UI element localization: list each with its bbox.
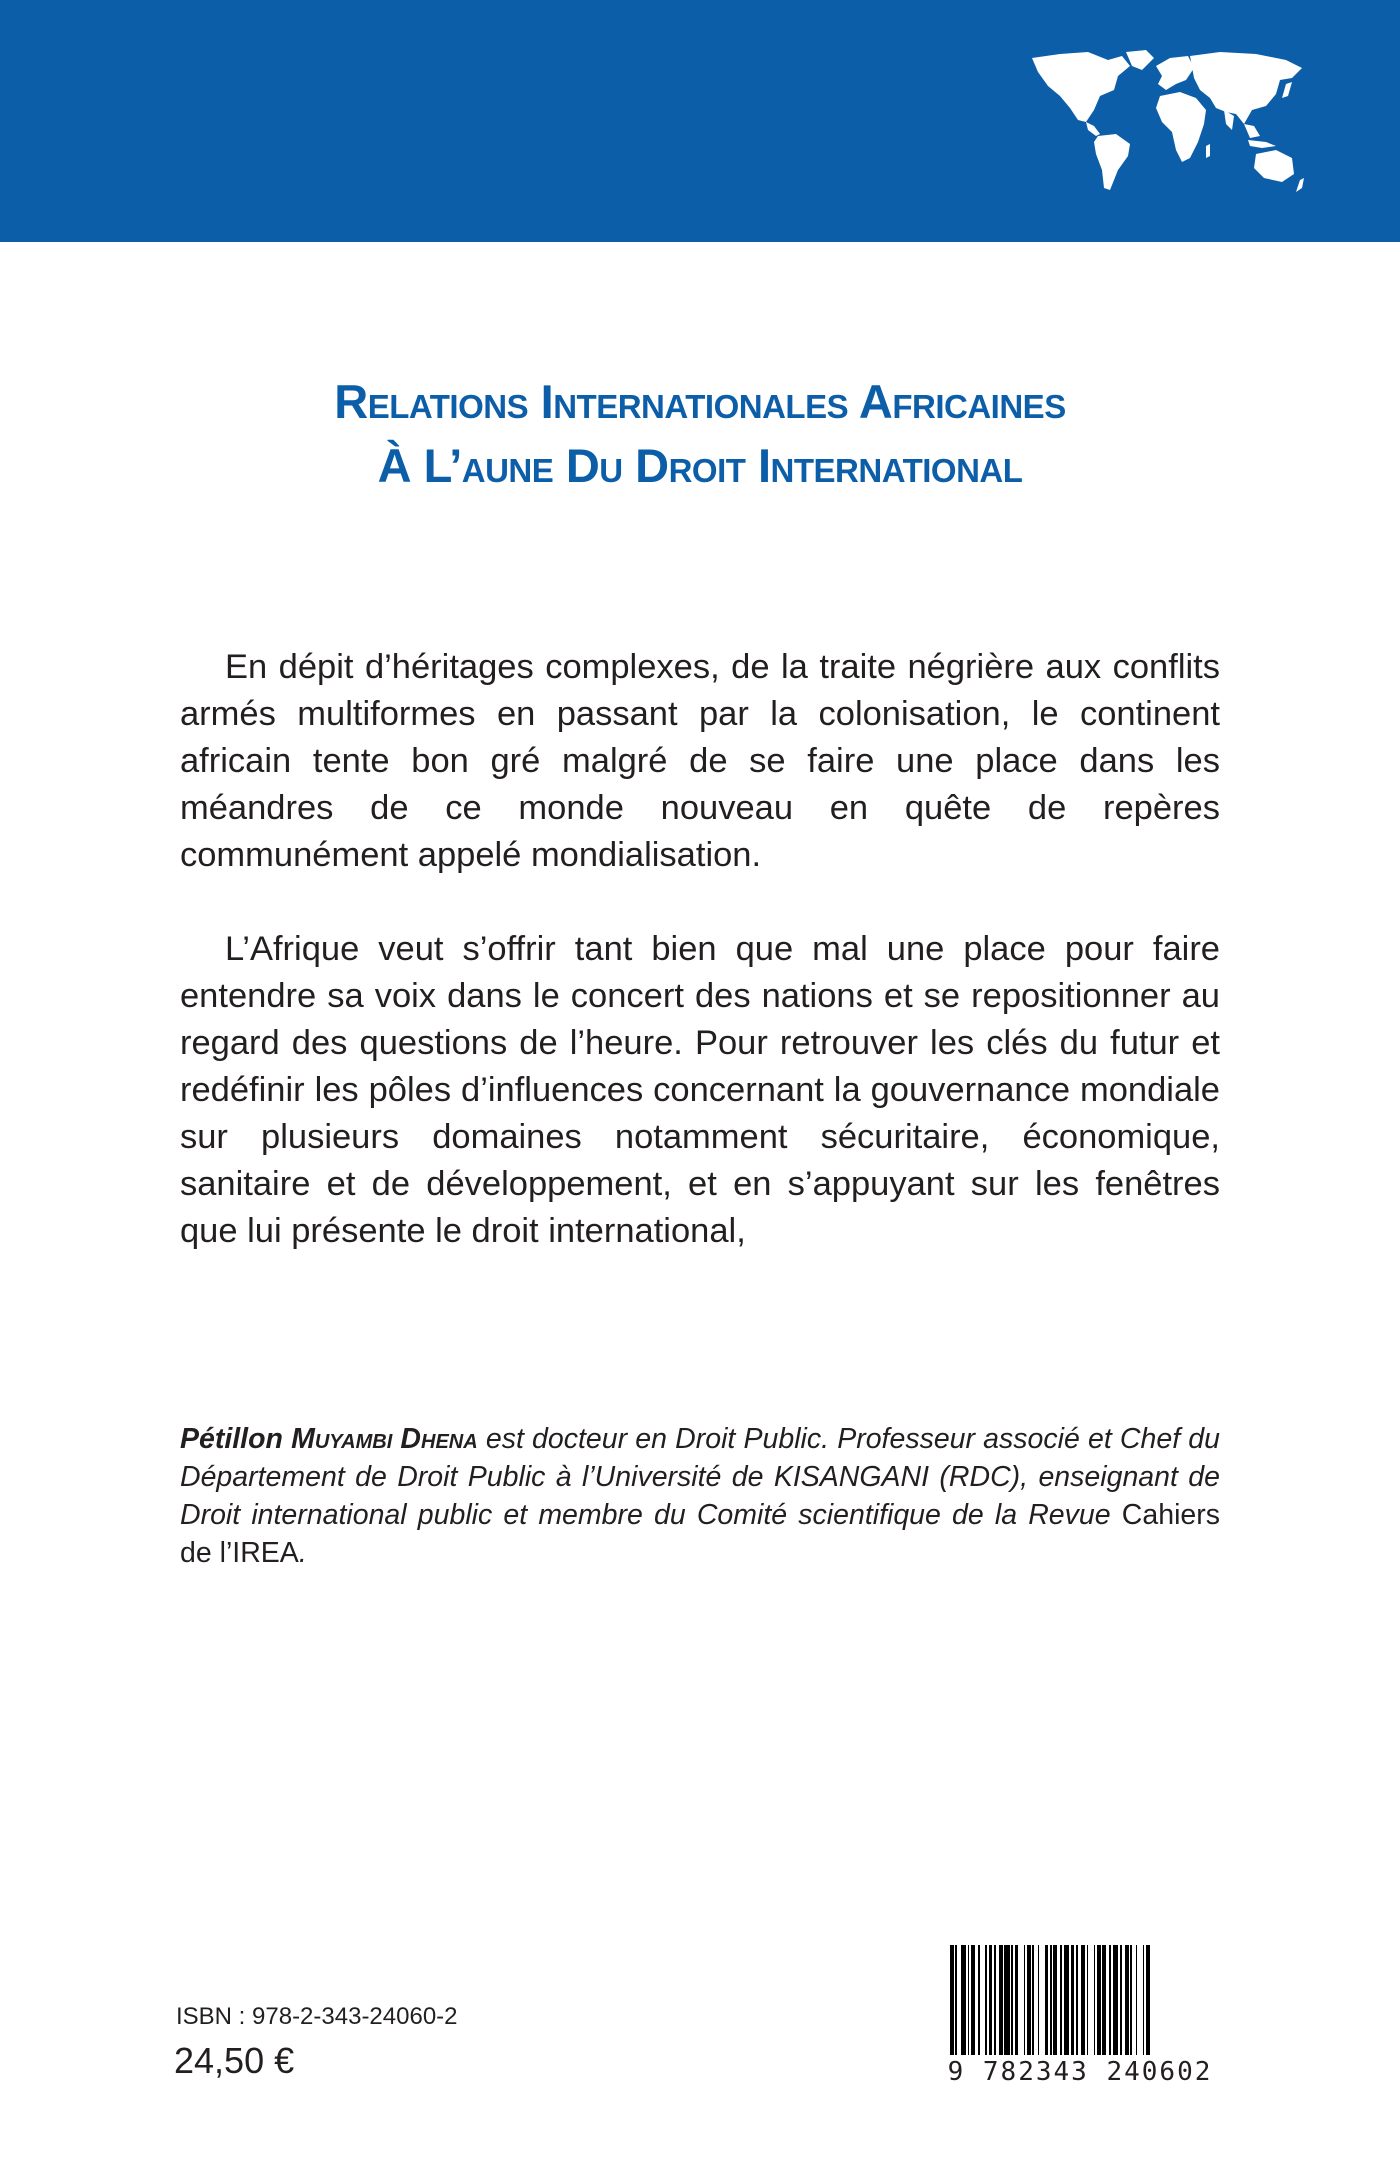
author-first-name: Pétillon [180,1423,283,1455]
journal-name: Cahiers de l’IREA [180,1499,1220,1569]
book-title [0,370,1400,498]
title-line-1: Relations Internationales Africaines [334,375,1066,428]
title-line-2: À L’aune Du Droit International [377,439,1023,492]
barcode-number: 9 782343 240602 [947,2057,1213,2087]
author-bio-text: est docteur en Droit Public. Professeur associé et Chef du Département de Droit Public à l’Université de KISANGANI (RDC), enseignant de Droit international public et membre du Comité scientifique de la Revue [180,1423,1220,1531]
blurb-paragraph-2: L’Afrique veut s’offrir tant bien que mal une place pour faire entendre sa voix dans le concert des nations et se repositionner au regard des questions de l’heure. Pour retrouver les clés du futur et redéfinir les pôles d’influences concernant la gouvernance mondiale sur plusieurs domaines notamment sécuritaire, économique, sanitaire et de développement, et en s’appuyant sur les fenêtres que lui présente le droit international, [180,930,1220,1250]
blurb-paragraph-1: En dépit d’héritages complexes, de la traite négrière aux conflits armés multiformes en passant par la colonisation, le continent africain tente bon gré malgré de se faire une place dans les méandres de ce monde nouveau en quête de repères communément appelé mondialisation. [180,648,1220,874]
world-map-icon [1030,50,1306,195]
isbn-label: ISBN : 978-2-343-24060-2 [176,2003,458,2030]
barcode-bars [950,1945,1212,2055]
author-last-name: Muyambi Dhena [291,1423,478,1455]
author-bio-end: . [298,1537,307,1569]
price-label: 24,50 € [174,2040,295,2081]
barcode-stripe [1150,1945,1152,2055]
author-bio [180,1420,1220,1572]
barcode [940,1945,1220,2095]
